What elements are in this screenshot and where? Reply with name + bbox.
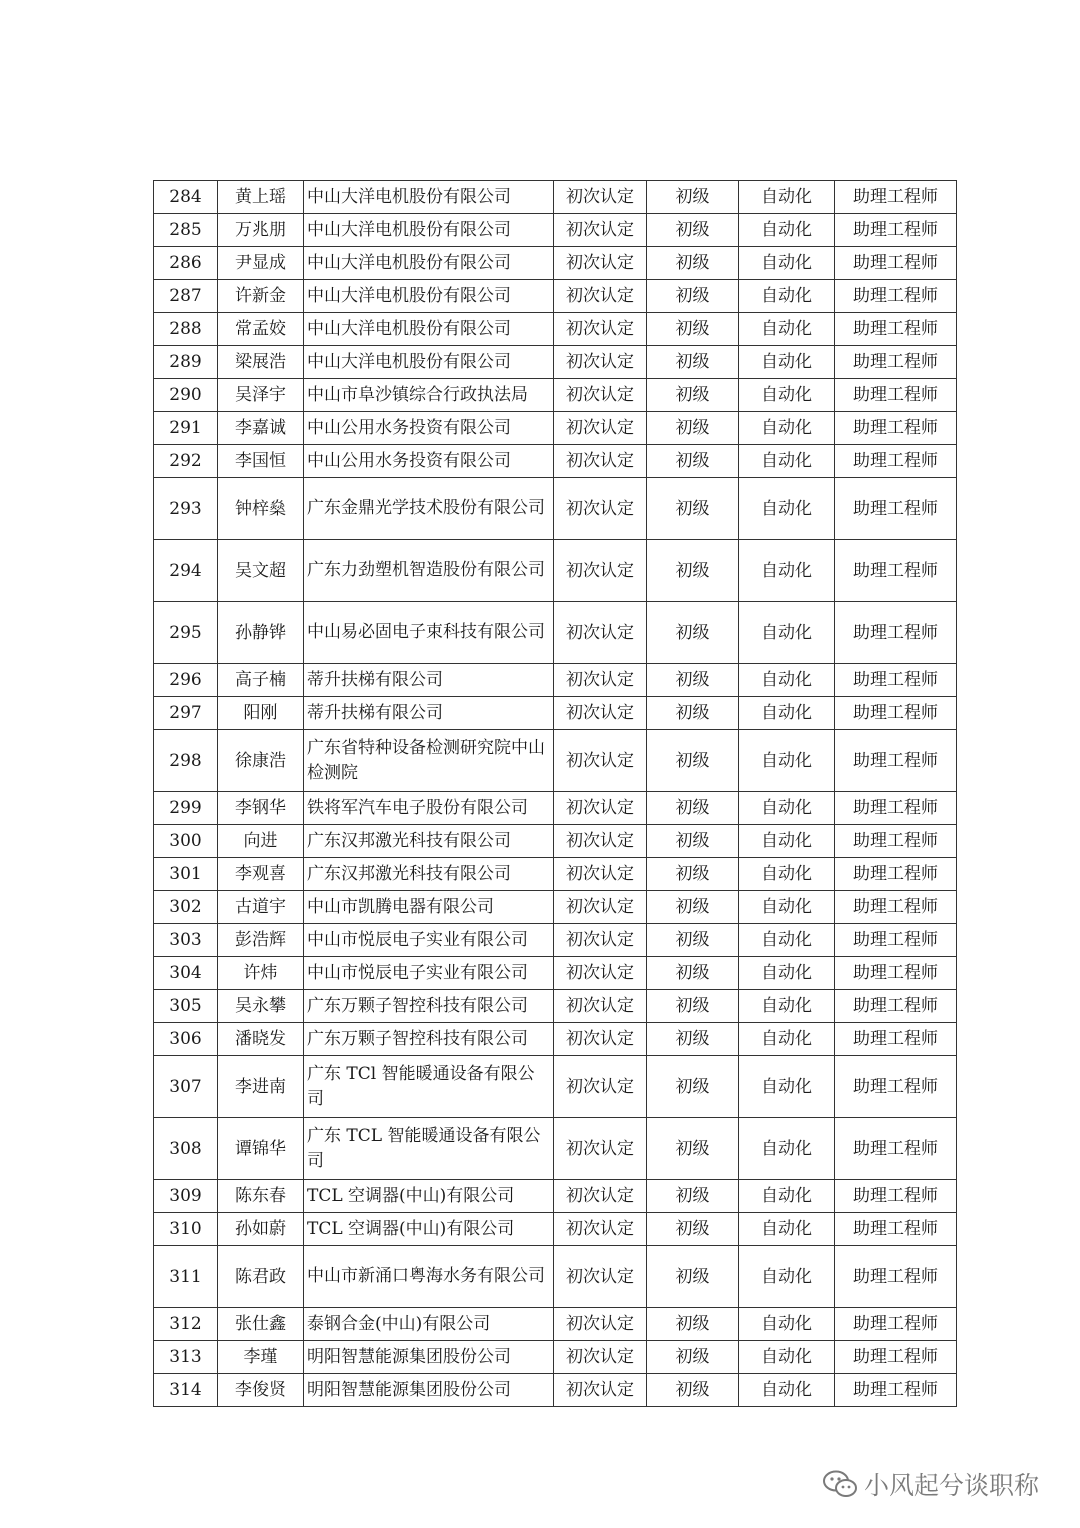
personnel-table bbox=[153, 180, 957, 1407]
table-row bbox=[154, 445, 957, 478]
table-row bbox=[154, 313, 957, 346]
person-name: 许新金 bbox=[218, 280, 304, 313]
title-name: 助理工程师 bbox=[835, 346, 957, 379]
company-name: 广东 TCl 智能暖通设备有限公司 bbox=[304, 1056, 554, 1118]
title-level: 初级 bbox=[647, 1246, 739, 1308]
title-name: 助理工程师 bbox=[835, 1213, 957, 1246]
title-name: 助理工程师 bbox=[835, 1374, 957, 1407]
title-level: 初级 bbox=[647, 1180, 739, 1213]
person-name: 孙如蔚 bbox=[218, 1213, 304, 1246]
table-row bbox=[154, 1023, 957, 1056]
table-row bbox=[154, 1180, 957, 1213]
table-row bbox=[154, 379, 957, 412]
title-name: 助理工程师 bbox=[835, 697, 957, 730]
specialty: 自动化 bbox=[739, 825, 835, 858]
assessment-type: 初次认定 bbox=[554, 1180, 647, 1213]
table-row bbox=[154, 478, 957, 540]
specialty: 自动化 bbox=[739, 445, 835, 478]
person-name: 吴泽宇 bbox=[218, 379, 304, 412]
table-row bbox=[154, 247, 957, 280]
title-level: 初级 bbox=[647, 1213, 739, 1246]
company-name: 中山市凯腾电器有限公司 bbox=[304, 891, 554, 924]
table-row bbox=[154, 1308, 957, 1341]
title-level: 初级 bbox=[647, 412, 739, 445]
title-name: 助理工程师 bbox=[835, 1246, 957, 1308]
assessment-type: 初次认定 bbox=[554, 313, 647, 346]
assessment-type: 初次认定 bbox=[554, 825, 647, 858]
row-number: 310 bbox=[154, 1213, 218, 1246]
person-name: 黄上瑶 bbox=[218, 181, 304, 214]
person-name: 彭浩辉 bbox=[218, 924, 304, 957]
title-level: 初级 bbox=[647, 1341, 739, 1374]
table-row bbox=[154, 280, 957, 313]
title-level: 初级 bbox=[647, 313, 739, 346]
assessment-type: 初次认定 bbox=[554, 247, 647, 280]
specialty: 自动化 bbox=[739, 1056, 835, 1118]
title-name: 助理工程师 bbox=[835, 825, 957, 858]
specialty: 自动化 bbox=[739, 1374, 835, 1407]
company-name: 蒂升扶梯有限公司 bbox=[304, 697, 554, 730]
specialty: 自动化 bbox=[739, 664, 835, 697]
title-level: 初级 bbox=[647, 445, 739, 478]
assessment-type: 初次认定 bbox=[554, 1023, 647, 1056]
company-name: 广东万颗子智控科技有限公司 bbox=[304, 990, 554, 1023]
person-name: 李俊贤 bbox=[218, 1374, 304, 1407]
title-name: 助理工程师 bbox=[835, 412, 957, 445]
title-level: 初级 bbox=[647, 346, 739, 379]
company-name: 广东汉邦激光科技有限公司 bbox=[304, 825, 554, 858]
person-name: 许炜 bbox=[218, 957, 304, 990]
specialty: 自动化 bbox=[739, 181, 835, 214]
table-row bbox=[154, 214, 957, 247]
company-name: 中山公用水务投资有限公司 bbox=[304, 445, 554, 478]
assessment-type: 初次认定 bbox=[554, 346, 647, 379]
title-level: 初级 bbox=[647, 379, 739, 412]
row-number: 311 bbox=[154, 1246, 218, 1308]
table-row bbox=[154, 924, 957, 957]
company-name: 中山市阜沙镇综合行政执法局 bbox=[304, 379, 554, 412]
person-name: 李观喜 bbox=[218, 858, 304, 891]
company-name: 明阳智慧能源集团股份公司 bbox=[304, 1374, 554, 1407]
title-name: 助理工程师 bbox=[835, 1056, 957, 1118]
title-level: 初级 bbox=[647, 990, 739, 1023]
assessment-type: 初次认定 bbox=[554, 1246, 647, 1308]
title-name: 助理工程师 bbox=[835, 891, 957, 924]
specialty: 自动化 bbox=[739, 346, 835, 379]
specialty: 自动化 bbox=[739, 697, 835, 730]
title-name: 助理工程师 bbox=[835, 1180, 957, 1213]
person-name: 钟梓燊 bbox=[218, 478, 304, 540]
assessment-type: 初次认定 bbox=[554, 1118, 647, 1180]
specialty: 自动化 bbox=[739, 858, 835, 891]
row-number: 302 bbox=[154, 891, 218, 924]
person-name: 谭锦华 bbox=[218, 1118, 304, 1180]
table-row bbox=[154, 1213, 957, 1246]
title-name: 助理工程师 bbox=[835, 792, 957, 825]
person-name: 万兆朋 bbox=[218, 214, 304, 247]
title-level: 初级 bbox=[647, 1118, 739, 1180]
specialty: 自动化 bbox=[739, 602, 835, 664]
table-row bbox=[154, 697, 957, 730]
specialty: 自动化 bbox=[739, 1180, 835, 1213]
specialty: 自动化 bbox=[739, 313, 835, 346]
title-name: 助理工程师 bbox=[835, 540, 957, 602]
assessment-type: 初次认定 bbox=[554, 214, 647, 247]
title-level: 初级 bbox=[647, 924, 739, 957]
assessment-type: 初次认定 bbox=[554, 924, 647, 957]
title-level: 初级 bbox=[647, 181, 739, 214]
company-name: 中山大洋电机股份有限公司 bbox=[304, 181, 554, 214]
title-level: 初级 bbox=[647, 214, 739, 247]
title-level: 初级 bbox=[647, 792, 739, 825]
table-row bbox=[154, 792, 957, 825]
assessment-type: 初次认定 bbox=[554, 858, 647, 891]
row-number: 290 bbox=[154, 379, 218, 412]
specialty: 自动化 bbox=[739, 412, 835, 445]
assessment-type: 初次认定 bbox=[554, 792, 647, 825]
row-number: 306 bbox=[154, 1023, 218, 1056]
assessment-type: 初次认定 bbox=[554, 664, 647, 697]
company-name: 广东力劲塑机智造股份有限公司 bbox=[304, 540, 554, 602]
title-level: 初级 bbox=[647, 891, 739, 924]
row-number: 305 bbox=[154, 990, 218, 1023]
title-name: 助理工程师 bbox=[835, 1023, 957, 1056]
row-number: 294 bbox=[154, 540, 218, 602]
person-name: 吴永攀 bbox=[218, 990, 304, 1023]
row-number: 299 bbox=[154, 792, 218, 825]
specialty: 自动化 bbox=[739, 540, 835, 602]
person-name: 陈君政 bbox=[218, 1246, 304, 1308]
person-name: 徐康浩 bbox=[218, 730, 304, 792]
specialty: 自动化 bbox=[739, 891, 835, 924]
row-number: 289 bbox=[154, 346, 218, 379]
person-name: 李嘉诚 bbox=[218, 412, 304, 445]
table-row bbox=[154, 412, 957, 445]
row-number: 295 bbox=[154, 602, 218, 664]
title-level: 初级 bbox=[647, 825, 739, 858]
title-name: 助理工程师 bbox=[835, 730, 957, 792]
person-name: 张仕鑫 bbox=[218, 1308, 304, 1341]
person-name: 梁展浩 bbox=[218, 346, 304, 379]
row-number: 308 bbox=[154, 1118, 218, 1180]
company-name: 蒂升扶梯有限公司 bbox=[304, 664, 554, 697]
row-number: 291 bbox=[154, 412, 218, 445]
company-name: 中山市悦辰电子实业有限公司 bbox=[304, 957, 554, 990]
table-row bbox=[154, 825, 957, 858]
row-number: 296 bbox=[154, 664, 218, 697]
specialty: 自动化 bbox=[739, 792, 835, 825]
person-name: 李进南 bbox=[218, 1056, 304, 1118]
company-name: 中山易必固电子束科技有限公司 bbox=[304, 602, 554, 664]
row-number: 312 bbox=[154, 1308, 218, 1341]
table-row bbox=[154, 990, 957, 1023]
specialty: 自动化 bbox=[739, 1308, 835, 1341]
specialty: 自动化 bbox=[739, 1246, 835, 1308]
specialty: 自动化 bbox=[739, 247, 835, 280]
title-name: 助理工程师 bbox=[835, 379, 957, 412]
assessment-type: 初次认定 bbox=[554, 478, 647, 540]
row-number: 288 bbox=[154, 313, 218, 346]
row-number: 293 bbox=[154, 478, 218, 540]
title-level: 初级 bbox=[647, 1374, 739, 1407]
specialty: 自动化 bbox=[739, 1341, 835, 1374]
table-row bbox=[154, 602, 957, 664]
title-name: 助理工程师 bbox=[835, 664, 957, 697]
assessment-type: 初次认定 bbox=[554, 697, 647, 730]
person-name: 古道宇 bbox=[218, 891, 304, 924]
watermark-text: 小风起兮谈职称 bbox=[864, 1471, 1040, 1500]
title-level: 初级 bbox=[647, 1056, 739, 1118]
title-name: 助理工程师 bbox=[835, 214, 957, 247]
table-body bbox=[154, 181, 957, 1407]
table-row bbox=[154, 181, 957, 214]
person-name: 尹显成 bbox=[218, 247, 304, 280]
assessment-type: 初次认定 bbox=[554, 280, 647, 313]
table-row bbox=[154, 664, 957, 697]
title-name: 助理工程师 bbox=[835, 602, 957, 664]
company-name: 中山市新涌口粤海水务有限公司 bbox=[304, 1246, 554, 1308]
table-row bbox=[154, 346, 957, 379]
person-name: 李钢华 bbox=[218, 792, 304, 825]
table-row bbox=[154, 1246, 957, 1308]
person-name: 孙静铧 bbox=[218, 602, 304, 664]
specialty: 自动化 bbox=[739, 1023, 835, 1056]
person-name: 李瑾 bbox=[218, 1341, 304, 1374]
assessment-type: 初次认定 bbox=[554, 379, 647, 412]
title-name: 助理工程师 bbox=[835, 280, 957, 313]
table-row bbox=[154, 540, 957, 602]
table-row bbox=[154, 730, 957, 792]
row-number: 309 bbox=[154, 1180, 218, 1213]
title-level: 初级 bbox=[647, 730, 739, 792]
specialty: 自动化 bbox=[739, 214, 835, 247]
title-level: 初级 bbox=[647, 602, 739, 664]
wechat-icon bbox=[822, 1469, 858, 1499]
title-name: 助理工程师 bbox=[835, 445, 957, 478]
assessment-type: 初次认定 bbox=[554, 602, 647, 664]
person-name: 常孟姣 bbox=[218, 313, 304, 346]
assessment-type: 初次认定 bbox=[554, 730, 647, 792]
company-name: 中山大洋电机股份有限公司 bbox=[304, 280, 554, 313]
person-name: 阳刚 bbox=[218, 697, 304, 730]
title-level: 初级 bbox=[647, 957, 739, 990]
company-name: 中山公用水务投资有限公司 bbox=[304, 412, 554, 445]
company-name: 广东万颗子智控科技有限公司 bbox=[304, 1023, 554, 1056]
specialty: 自动化 bbox=[739, 1118, 835, 1180]
row-number: 301 bbox=[154, 858, 218, 891]
specialty: 自动化 bbox=[739, 1213, 835, 1246]
title-name: 助理工程师 bbox=[835, 247, 957, 280]
assessment-type: 初次认定 bbox=[554, 1213, 647, 1246]
title-level: 初级 bbox=[647, 478, 739, 540]
specialty: 自动化 bbox=[739, 280, 835, 313]
person-name: 潘晓发 bbox=[218, 1023, 304, 1056]
table-row bbox=[154, 1341, 957, 1374]
assessment-type: 初次认定 bbox=[554, 540, 647, 602]
row-number: 300 bbox=[154, 825, 218, 858]
row-number: 303 bbox=[154, 924, 218, 957]
row-number: 284 bbox=[154, 181, 218, 214]
company-name: 广东金鼎光学技术股份有限公司 bbox=[304, 478, 554, 540]
title-name: 助理工程师 bbox=[835, 990, 957, 1023]
row-number: 287 bbox=[154, 280, 218, 313]
company-name: 泰钢合金(中山)有限公司 bbox=[304, 1308, 554, 1341]
company-name: 广东汉邦激光科技有限公司 bbox=[304, 858, 554, 891]
company-name: 广东省特种设备检测研究院中山检测院 bbox=[304, 730, 554, 792]
company-name: 中山大洋电机股份有限公司 bbox=[304, 247, 554, 280]
assessment-type: 初次认定 bbox=[554, 1056, 647, 1118]
table-row bbox=[154, 891, 957, 924]
assessment-type: 初次认定 bbox=[554, 445, 647, 478]
title-name: 助理工程师 bbox=[835, 181, 957, 214]
specialty: 自动化 bbox=[739, 957, 835, 990]
company-name: 中山大洋电机股份有限公司 bbox=[304, 346, 554, 379]
title-level: 初级 bbox=[647, 697, 739, 730]
assessment-type: 初次认定 bbox=[554, 1341, 647, 1374]
company-name: TCL 空调器(中山)有限公司 bbox=[304, 1213, 554, 1246]
assessment-type: 初次认定 bbox=[554, 181, 647, 214]
table-row bbox=[154, 1374, 957, 1407]
person-name: 陈东春 bbox=[218, 1180, 304, 1213]
title-level: 初级 bbox=[647, 247, 739, 280]
row-number: 313 bbox=[154, 1341, 218, 1374]
specialty: 自动化 bbox=[739, 924, 835, 957]
row-number: 304 bbox=[154, 957, 218, 990]
person-name: 向进 bbox=[218, 825, 304, 858]
person-name: 高子楠 bbox=[218, 664, 304, 697]
row-number: 286 bbox=[154, 247, 218, 280]
assessment-type: 初次认定 bbox=[554, 1308, 647, 1341]
assessment-type: 初次认定 bbox=[554, 891, 647, 924]
title-name: 助理工程师 bbox=[835, 1341, 957, 1374]
row-number: 297 bbox=[154, 697, 218, 730]
assessment-type: 初次认定 bbox=[554, 1374, 647, 1407]
company-name: 中山大洋电机股份有限公司 bbox=[304, 214, 554, 247]
title-level: 初级 bbox=[647, 664, 739, 697]
row-number: 314 bbox=[154, 1374, 218, 1407]
title-name: 助理工程师 bbox=[835, 1118, 957, 1180]
specialty: 自动化 bbox=[739, 478, 835, 540]
title-name: 助理工程师 bbox=[835, 313, 957, 346]
assessment-type: 初次认定 bbox=[554, 957, 647, 990]
table-row bbox=[154, 1056, 957, 1118]
table-row bbox=[154, 957, 957, 990]
title-level: 初级 bbox=[647, 280, 739, 313]
title-level: 初级 bbox=[647, 1308, 739, 1341]
row-number: 298 bbox=[154, 730, 218, 792]
title-name: 助理工程师 bbox=[835, 924, 957, 957]
company-name: TCL 空调器(中山)有限公司 bbox=[304, 1180, 554, 1213]
row-number: 292 bbox=[154, 445, 218, 478]
row-number: 285 bbox=[154, 214, 218, 247]
row-number: 307 bbox=[154, 1056, 218, 1118]
table-row bbox=[154, 858, 957, 891]
title-level: 初级 bbox=[647, 540, 739, 602]
specialty: 自动化 bbox=[739, 990, 835, 1023]
table-row bbox=[154, 1118, 957, 1180]
title-name: 助理工程师 bbox=[835, 858, 957, 891]
title-name: 助理工程师 bbox=[835, 478, 957, 540]
title-level: 初级 bbox=[647, 1023, 739, 1056]
watermark bbox=[822, 1466, 1039, 1502]
company-name: 广东 TCL 智能暖通设备有限公司 bbox=[304, 1118, 554, 1180]
company-name: 中山大洋电机股份有限公司 bbox=[304, 313, 554, 346]
specialty: 自动化 bbox=[739, 379, 835, 412]
specialty: 自动化 bbox=[739, 730, 835, 792]
company-name: 铁将军汽车电子股份有限公司 bbox=[304, 792, 554, 825]
company-name: 中山市悦辰电子实业有限公司 bbox=[304, 924, 554, 957]
title-name: 助理工程师 bbox=[835, 1308, 957, 1341]
title-level: 初级 bbox=[647, 858, 739, 891]
assessment-type: 初次认定 bbox=[554, 412, 647, 445]
person-name: 李国恒 bbox=[218, 445, 304, 478]
title-name: 助理工程师 bbox=[835, 957, 957, 990]
company-name: 明阳智慧能源集团股份公司 bbox=[304, 1341, 554, 1374]
person-name: 吴文超 bbox=[218, 540, 304, 602]
assessment-type: 初次认定 bbox=[554, 990, 647, 1023]
